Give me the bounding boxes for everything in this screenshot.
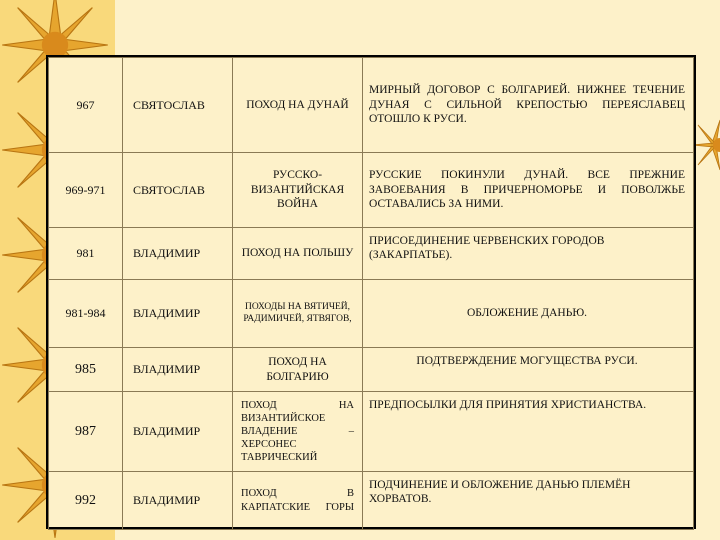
result-cell: ПОДТВЕРЖДЕНИЕ МОГУЩЕСТВА РУСИ. bbox=[363, 348, 694, 392]
result-cell: ОБЛОЖЕНИЕ ДАНЬЮ. bbox=[363, 280, 694, 348]
year-cell: 981-984 bbox=[49, 280, 123, 348]
year-cell: 969-971 bbox=[49, 153, 123, 228]
result-cell: ПРИСОЕДИНЕНИЕ ЧЕРВЕНСКИХ ГОРОДОВ (ЗАКАРПАТЬЕ). bbox=[363, 228, 694, 280]
year-cell: 987 bbox=[49, 392, 123, 472]
table-row bbox=[49, 153, 694, 228]
table-row bbox=[49, 348, 694, 392]
table-row bbox=[49, 58, 694, 153]
event-cell: ПОХОД НА ПОЛЬШУ bbox=[233, 228, 363, 280]
ruler-cell: СВЯТОСЛАВ bbox=[123, 153, 233, 228]
ruler-cell: ВЛАДИМИР bbox=[123, 472, 233, 530]
result-cell: МИРНЫЙ ДОГОВОР С БОЛГАРИЕЙ. НИЖНЕЕ ТЕЧЕНИЕ ДУНАЯ С СИЛЬНОЙ КРЕПОСТЬЮ ПЕРЕЯСЛАВЕЦ ОТОШЛО К РУСИ. bbox=[363, 58, 694, 153]
ruler-cell: ВЛАДИМИР bbox=[123, 228, 233, 280]
table-row bbox=[49, 392, 694, 472]
result-cell: РУССКИЕ ПОКИНУЛИ ДУНАЙ. ВСЕ ПРЕЖНИЕ ЗАВОЕВАНИЯ В ПРИЧЕРНОМОРЬЕ И ПОВОЛЖЬЕ ОСТАВАЛИСЬ ЗА НИМИ. bbox=[363, 153, 694, 228]
year-cell: 967 bbox=[49, 58, 123, 153]
year-cell: 981 bbox=[49, 228, 123, 280]
event-cell: ПОХОД НА БОЛГАРИЮ bbox=[233, 348, 363, 392]
ruler-cell: СВЯТОСЛАВ bbox=[123, 58, 233, 153]
table-row bbox=[49, 228, 694, 280]
ruler-cell: ВЛАДИМИР bbox=[123, 348, 233, 392]
year-cell: 985 bbox=[49, 348, 123, 392]
event-cell: ПОХОДЫ НА ВЯТИЧЕЙ, РАДИМИЧЕЙ, ЯТВЯГОВ, bbox=[233, 280, 363, 348]
year-cell: 992 bbox=[49, 472, 123, 530]
event-cell: ПОХОД В КАРПАТСКИЕ ГОРЫ bbox=[233, 472, 363, 530]
history-table bbox=[46, 55, 696, 529]
table-row bbox=[49, 472, 694, 530]
event-cell: ПОХОД НА ВИЗАНТИЙСКОЕ ВЛАДЕНИЕ – ХЕРСОНЕС ТАВРИЧЕСКИЙ bbox=[233, 392, 363, 472]
result-cell: ПОДЧИНЕНИЕ И ОБЛОЖЕНИЕ ДАНЬЮ ПЛЕМЁН ХОРВАТОВ. bbox=[363, 472, 694, 530]
ruler-cell: ВЛАДИМИР bbox=[123, 280, 233, 348]
event-cell: РУССКО-ВИЗАНТИЙСКАЯ ВОЙНА bbox=[233, 153, 363, 228]
result-cell: ПРЕДПОСЫЛКИ ДЛЯ ПРИНЯТИЯ ХРИСТИАНСТВА. bbox=[363, 392, 694, 472]
event-cell: ПОХОД НА ДУНАЙ bbox=[233, 58, 363, 153]
table-row bbox=[49, 280, 694, 348]
ruler-cell: ВЛАДИМИР bbox=[123, 392, 233, 472]
